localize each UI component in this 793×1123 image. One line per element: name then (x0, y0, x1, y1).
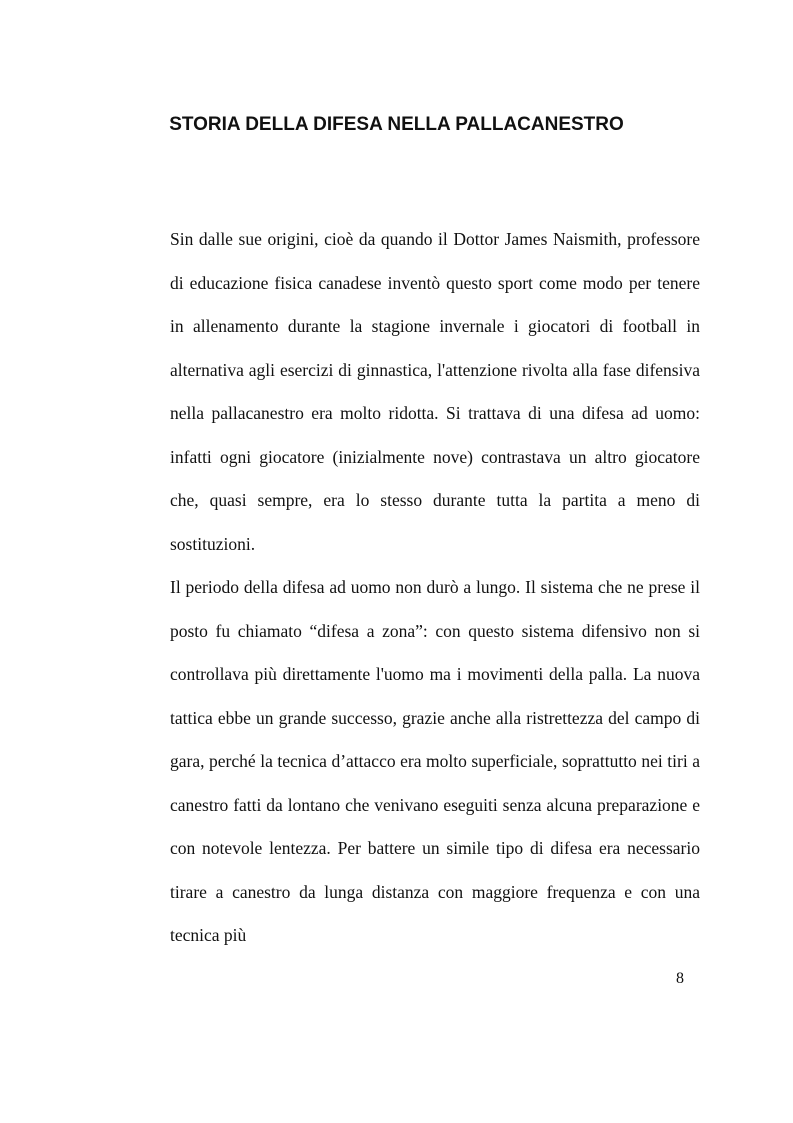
paragraph-2: Il periodo della difesa ad uomo non durò a lungo. Il sistema che ne prese il posto fu chiamato “difesa a zona”: con questo sistema difensivo non si controllava più direttamente l'uomo ma i movimenti della palla. La nuova tattica ebbe un grande successo, grazie anche alla ristrettezza del campo di gara, perché la tecnica d’attacco era molto superficiale, soprattutto nei tiri a canestro fatti da lontano che venivano eseguiti senza alcuna preparazione e con notevole lentezza. Per battere un simile tipo di difesa era necessario tirare a canestro da lunga distanza con maggiore frequenza e con una tecnica più (170, 577, 700, 945)
page-number: 8 (676, 970, 684, 987)
paragraph-1: Sin dalle sue origini, cioè da quando il Dottor James Naismith, professore di educazione fisica canadese inventò questo sport come modo per tenere in allenamento durante la stagione invernale i giocatori di football in alternativa agli esercizi di ginnastica, l'attenzione rivolta alla fase difensiva nella pallacanestro era molto ridotta. Si trattava di una difesa ad uomo: infatti ogni giocatore (inizialmente nove) contrastava un altro giocatore che, quasi sempre, era lo stesso durante tutta la partita a meno di sostituzioni. (170, 229, 700, 554)
body-text (170, 218, 700, 958)
page-title: STORIA DELLA DIFESA NELLA PALLACANESTRO (169, 114, 624, 135)
